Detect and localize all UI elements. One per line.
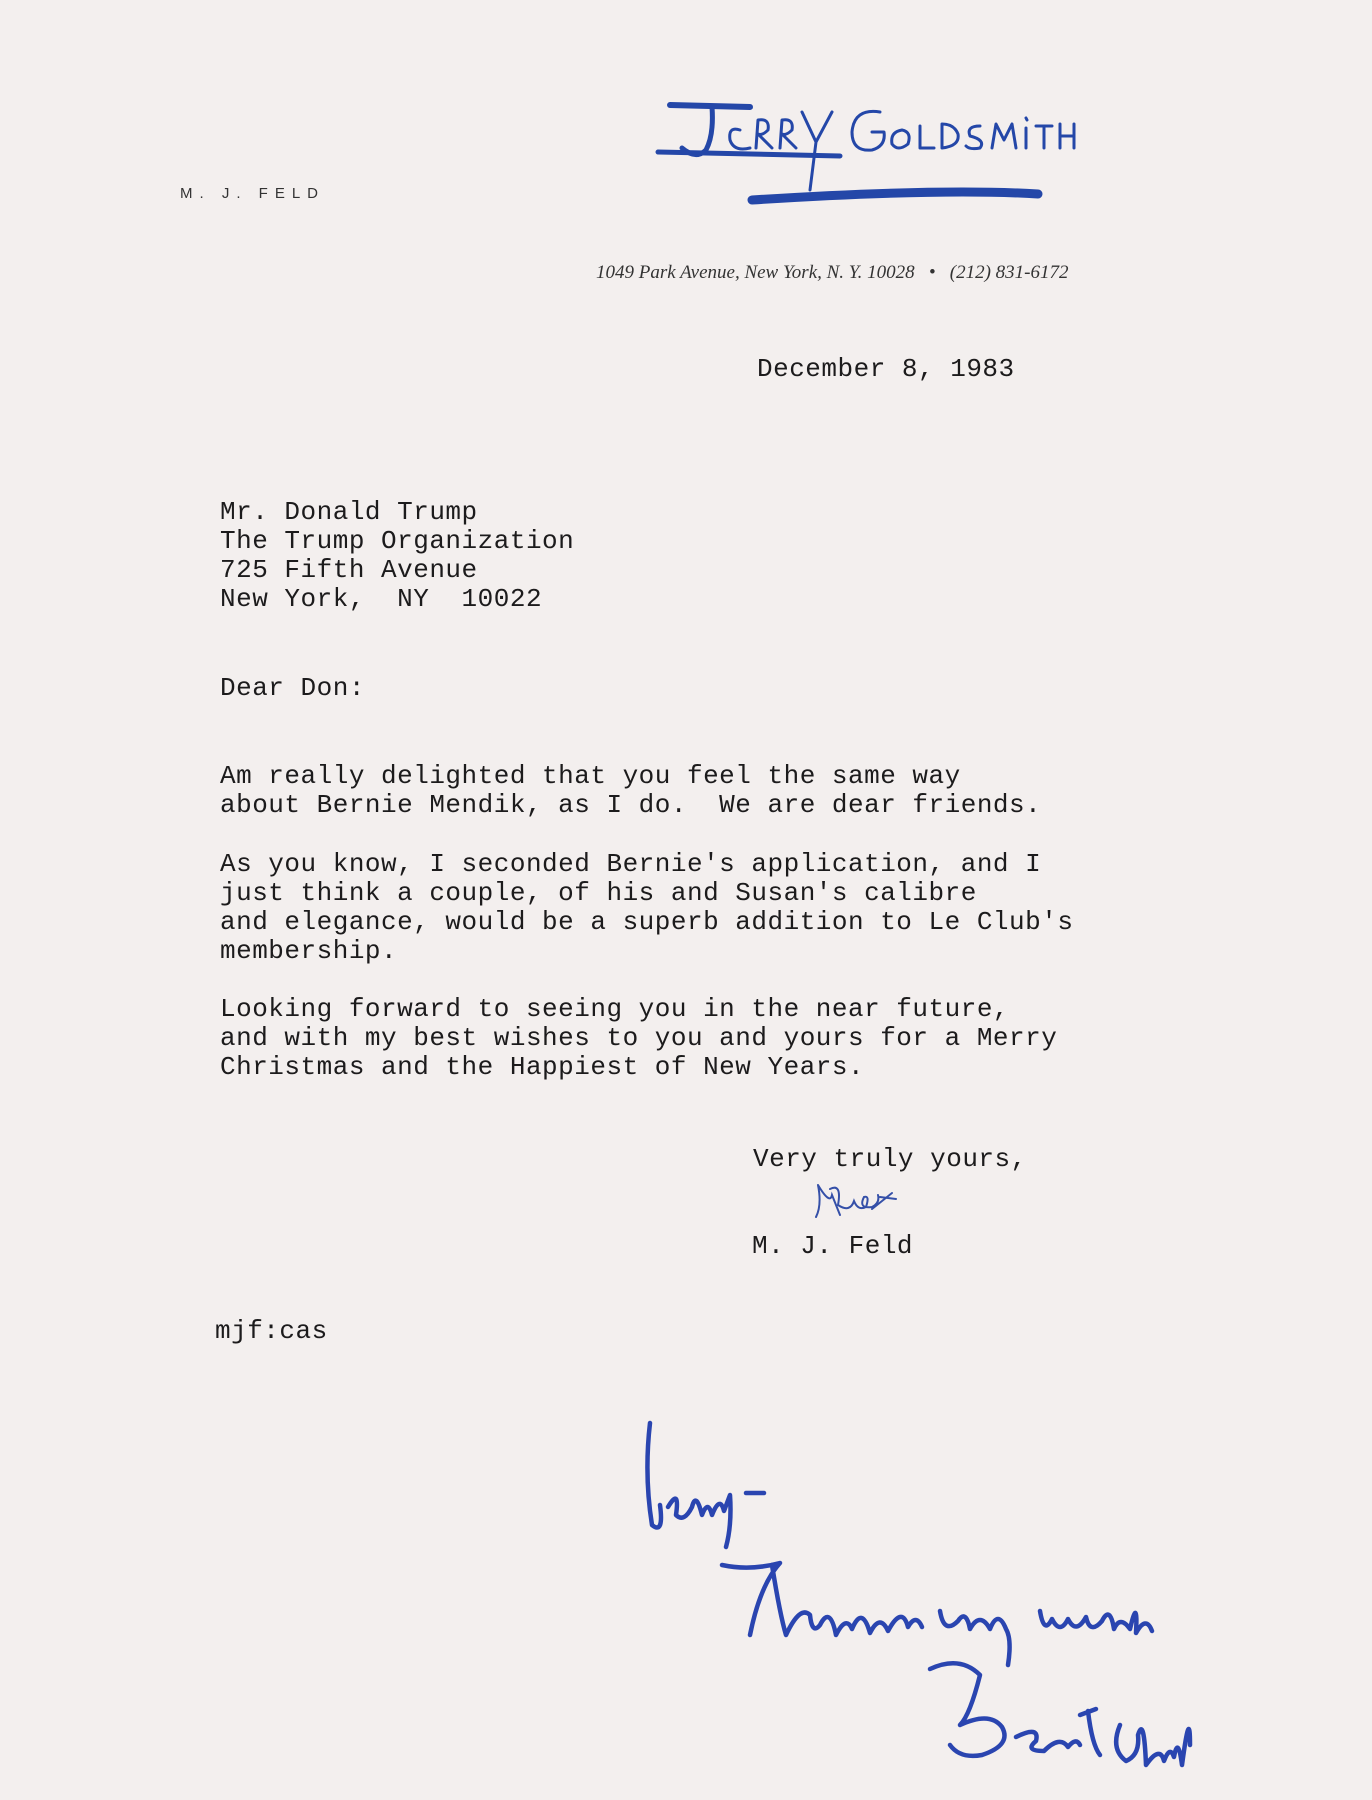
body-paragraph-2 [220,850,1073,966]
sender-initials: M. J. FELD [180,185,326,202]
letterhead-handwritten-name [640,90,1200,220]
body-line: and with my best wishes to you and yours for a Merry [220,1023,1058,1053]
reference-initials: mjf:cas [215,1316,328,1346]
recipient-block [220,498,574,614]
body-paragraph-3 [220,995,1057,1082]
body-line: Am really delighted that you feel the same way [220,761,961,791]
body-line: just think a couple, of his and Susan's calibre [220,878,977,908]
signer-name: M. J. Feld [752,1231,914,1261]
recipient-line: 725 Fifth Avenue [220,555,478,585]
letterhead-phone: (212) 831-6172 [949,262,1069,283]
letterhead-address: 1049 Park Avenue, New York, N. Y. 10028 [596,262,915,283]
salutation: Dear Don: [220,673,365,703]
recipient-line: Mr. Donald Trump [220,497,478,527]
closing: Very truly yours, [753,1144,1027,1174]
body-line: As you know, I seconded Bernie's application, and I [220,849,1042,879]
body-paragraph-1 [220,762,1041,820]
body-line: Christmas and the Happiest of New Years. [220,1052,865,1082]
recipient-line: New York, NY 10022 [220,584,543,614]
handwritten-note [640,1415,1360,1795]
recipient-line: The Trump Organization [220,526,575,556]
body-line: Looking forward to seeing you in the near future, [220,994,1010,1024]
address-separator: • [928,262,936,283]
handwritten-signature [810,1175,930,1225]
body-line: about Bernie Mendik, as I do. We are dear friends. [220,790,1042,820]
letter-date: December 8, 1983 [757,354,1015,384]
letterhead-address-line [596,262,1069,284]
body-line: and elegance, would be a superb addition to Le Club's [220,907,1074,937]
body-line: membership. [220,936,398,966]
